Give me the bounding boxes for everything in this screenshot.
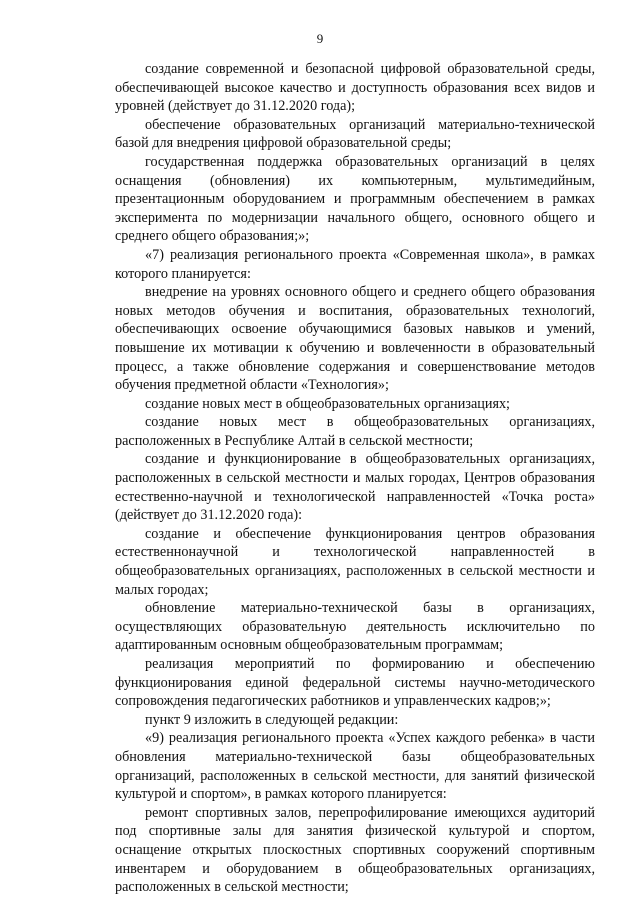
paragraph: «7) реализация регионального проекта «Современная школа», в рамках которого планируется: xyxy=(115,246,595,282)
paragraph: внедрение на уровнях основного общего и среднего общего образования новых методов обучения и воспитания, образовательных технологий, обеспечивающих освоение обучающимися базовых навыков и умений, повышение их мотивации к обучению и вовлеченности в образовательный процесс, а также обновление содержания и совершенствование методов обучения предметной области «Технология»; xyxy=(115,284,595,394)
paragraph: создание и функционирование в общеобразовательных организациях, расположенных в сельской местности и малых городах, Центров образования естественно-научной и технологической направленностей «Точка роста» (действует до 31.12.2020 года): xyxy=(115,451,595,524)
document-body xyxy=(115,60,595,897)
paragraph: ремонт спортивных залов, перепрофилирование имеющихся аудиторий под спортивные залы для занятия физической культурой и спортом, оснащение открытых плоскостных спортивных сооружений спортивным инвентарем и оборудованием в общеобразовательных организациях, расположенных в сельской местности; xyxy=(115,804,595,896)
paragraph: пункт 9 изложить в следующей редакции: xyxy=(145,711,399,728)
page-number: 9 xyxy=(316,31,324,46)
paragraph: «9) реализация регионального проекта «Успех каждого ребенка» в части обновления материально-технической базы общеобразовательных организаций, расположенных в сельской местности, для занятий физической культурой и спортом», в рамках которого планируется: xyxy=(115,730,595,803)
paragraph: обеспечение образовательных организаций материально-технической базой для внедрения цифровой образовательной среды; xyxy=(115,116,595,152)
paragraph: создание и обеспечение функционирования центров образования естественнонаучной и технологической направленностей в общеобразовательных организациях, расположенных в сельской местности и малых городах; xyxy=(115,525,595,598)
paragraph: реализация мероприятий по формированию и обеспечению функционирования единой федеральной системы научно-методического сопровождения педагогических работников и управленческих кадров;»; xyxy=(115,656,595,710)
paragraph: создание новых мест в общеобразовательных организациях, расположенных в Республике Алтай в сельской местности; xyxy=(115,414,595,449)
paragraph: создание современной и безопасной цифровой образовательной среды, обеспечивающей высокое качество и доступность образования всех видов и уровней (действует до 31.12.2020 года); xyxy=(115,61,595,115)
paragraph: обновление материально-технической базы в организациях, осуществляющих образовательную деятельность исключительно по адаптированным основным общеобразовательным программам; xyxy=(115,600,595,654)
paragraph: создание новых мест в общеобразовательных организациях; xyxy=(145,395,511,412)
paragraph: государственная поддержка образовательных организаций в целях оснащения (обновления) их компьютерным, мультимедийным, презентационным оборудованием и программным обеспечением в рамках эксперимента по модернизации начального общего, основного общего и среднего общего образования;»; xyxy=(115,153,595,245)
